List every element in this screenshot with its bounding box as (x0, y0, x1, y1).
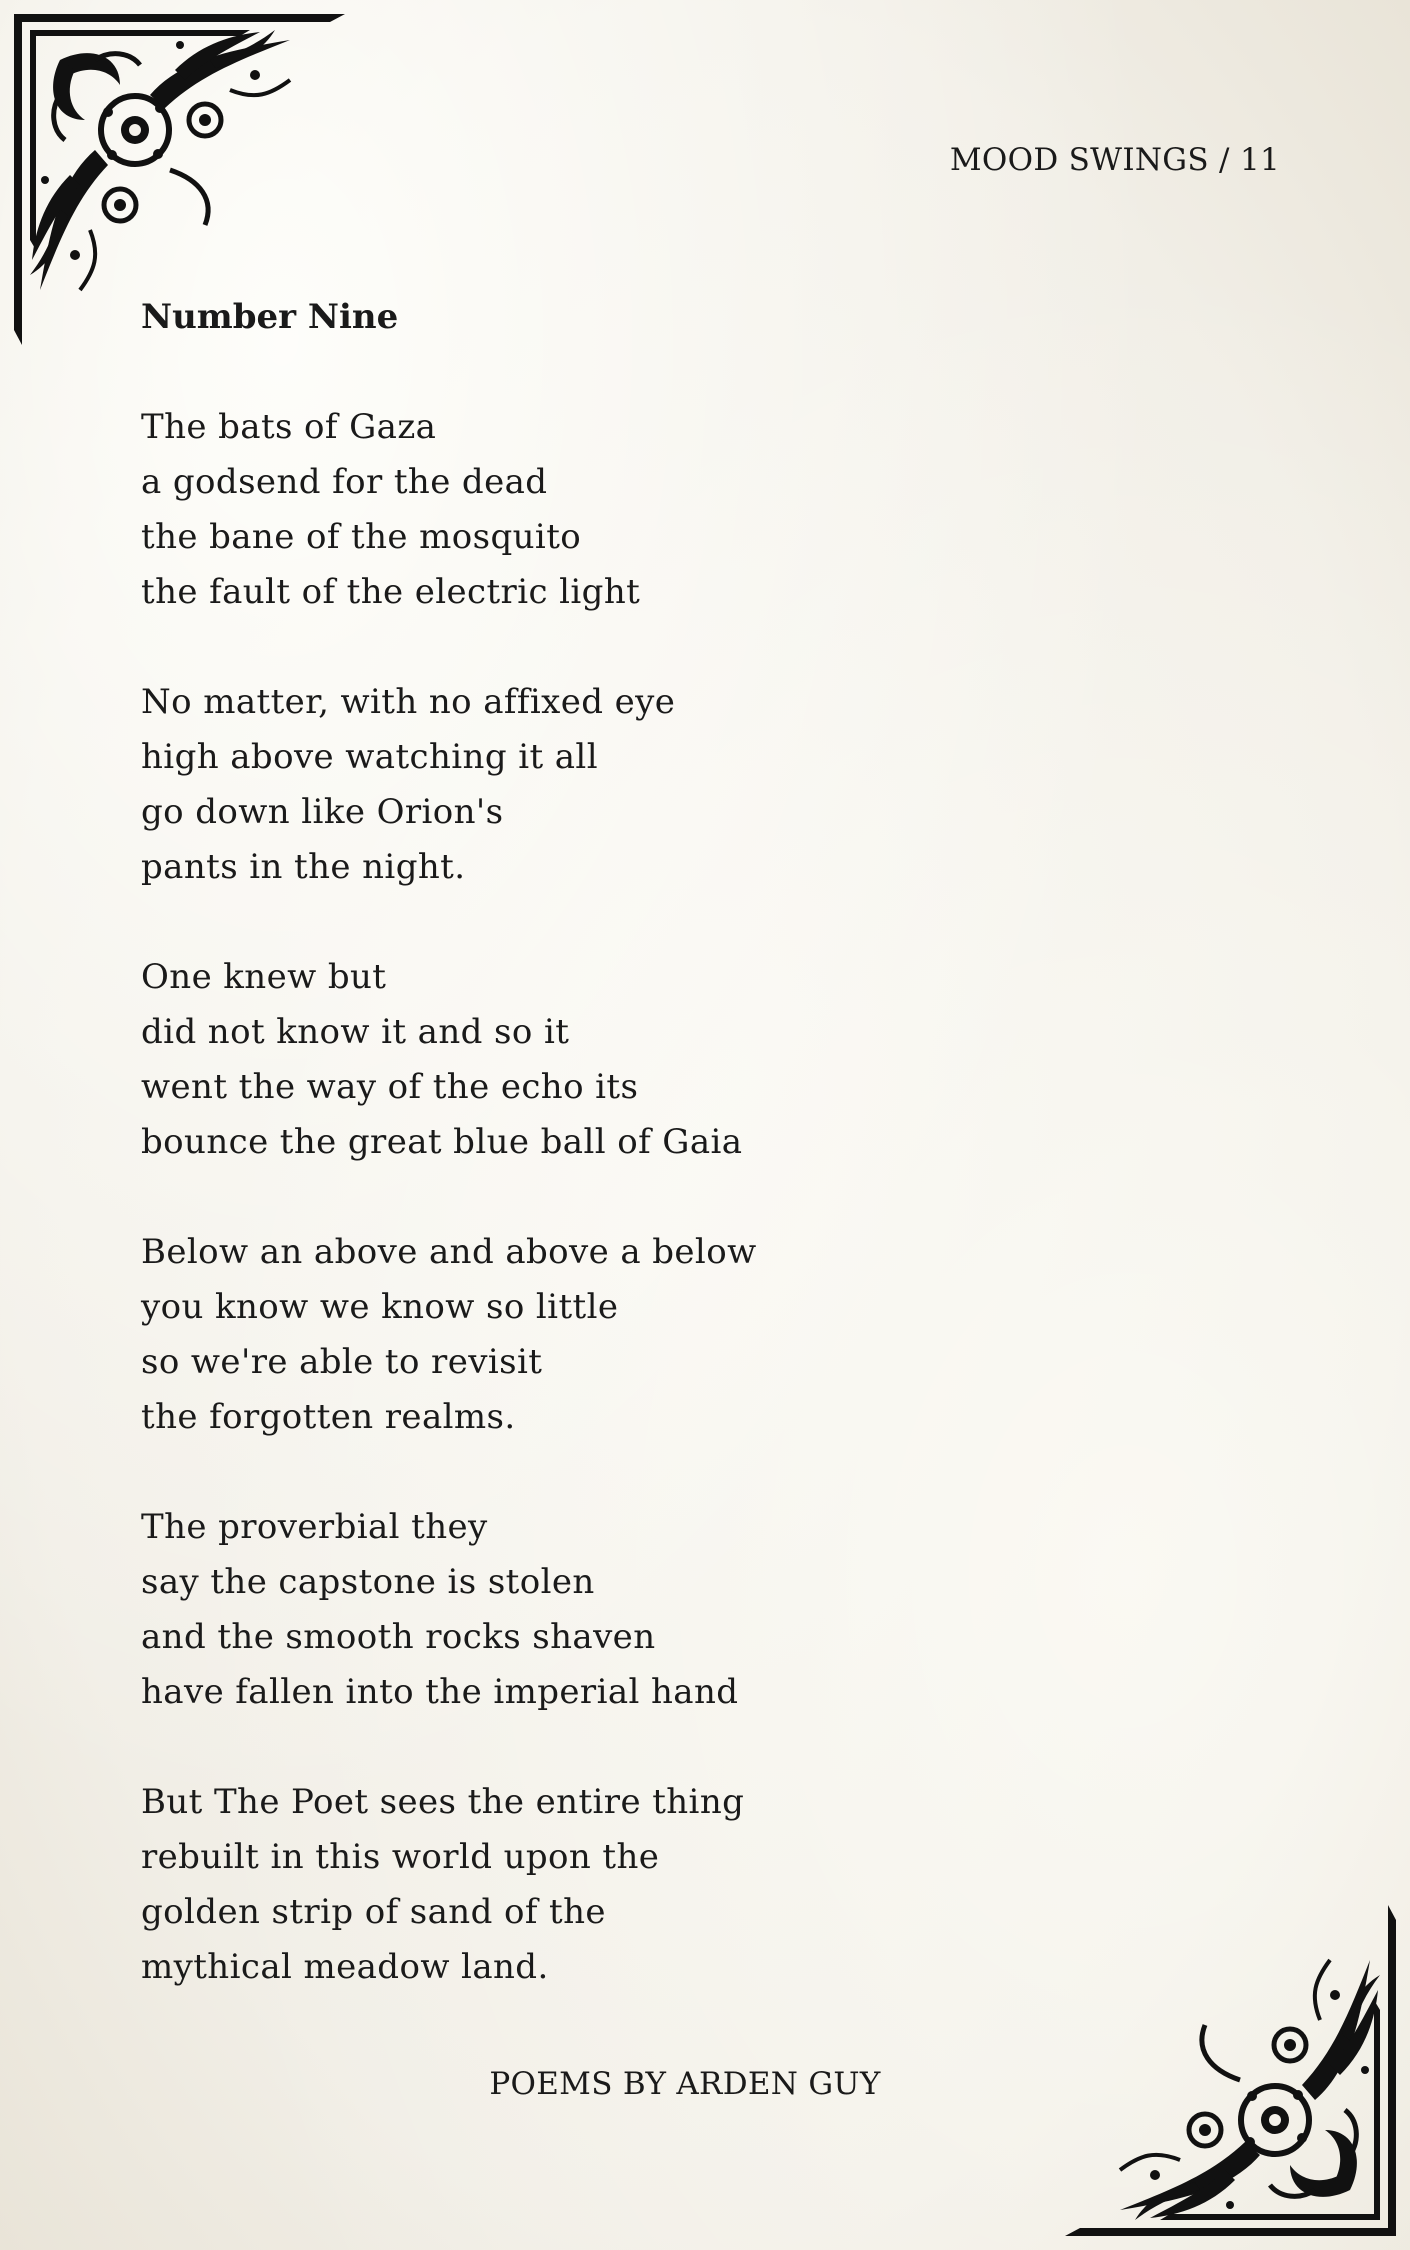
poem-title: Number Nine (141, 297, 399, 337)
stanza-4 (141, 1225, 1041, 1445)
poem-line: you know we know so little (141, 1287, 619, 1327)
poem-line: high above watching it all (141, 737, 598, 777)
poem-line: the fault of the electric light (141, 572, 641, 612)
poem-line: One knew but (141, 957, 387, 997)
stanza-6 (141, 1775, 1041, 1995)
poem-line: The proverbial they (141, 1507, 488, 1547)
poem-line: the bane of the mosquito (141, 517, 582, 557)
stanza-3 (141, 950, 1041, 1170)
poem-line: and the smooth rocks shaven (141, 1617, 656, 1657)
stanza-5 (141, 1500, 1041, 1720)
poem-line: the forgotten realms. (141, 1397, 516, 1437)
poem-line: so we're able to revisit (141, 1342, 543, 1382)
poem-line: bounce the great blue ball of Gaia (141, 1122, 743, 1162)
running-header: MOOD SWINGS / 11 (949, 142, 1280, 178)
stanza-2 (141, 675, 1041, 895)
poem-line: a godsend for the dead (141, 462, 548, 502)
poem-line: rebuilt in this world upon the (141, 1837, 660, 1877)
poem-line: Below an above and above a below (141, 1232, 757, 1272)
poem-line: mythical meadow land. (141, 1947, 549, 1987)
poem (141, 290, 1041, 2050)
poem-line: have fallen into the imperial hand (141, 1672, 739, 1712)
poem-line: say the capstone is stolen (141, 1562, 595, 1602)
poem-line: But The Poet sees the entire thing (141, 1782, 745, 1822)
poem-line: go down like Orion's (141, 792, 504, 832)
stanza-1 (141, 400, 1041, 620)
poem-line: went the way of the echo its (141, 1067, 639, 1107)
poem-line: The bats of Gaza (141, 407, 437, 447)
poem-line: golden strip of sand of the (141, 1892, 606, 1932)
poem-line: No matter, with no affixed eye (141, 682, 676, 722)
poem-line: did not know it and so it (141, 1012, 570, 1052)
footer-byline: POEMS BY ARDEN GUY (489, 2066, 881, 2102)
poem-line: pants in the night. (141, 847, 466, 887)
